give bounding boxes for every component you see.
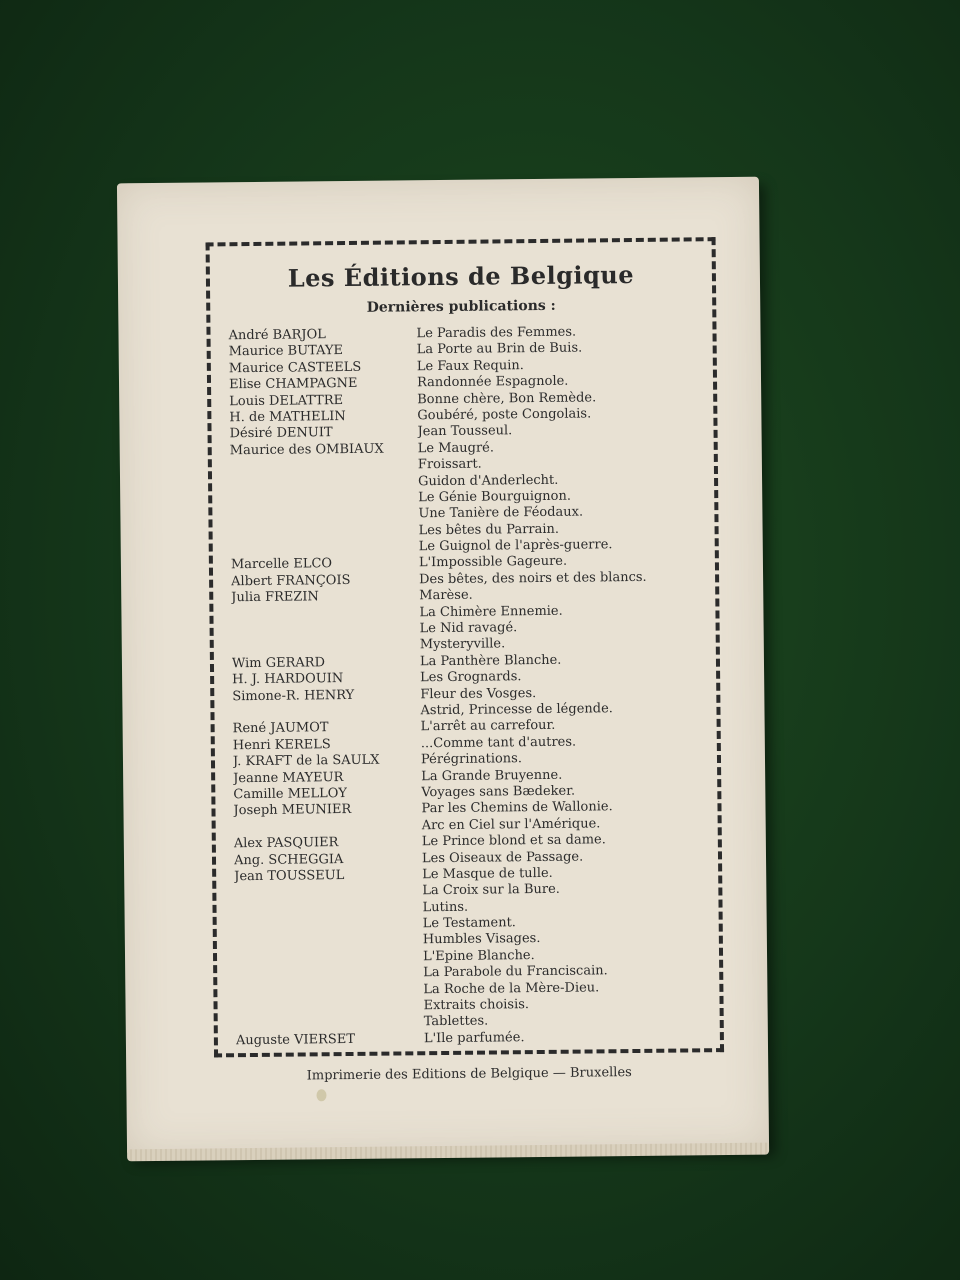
- author-name: [235, 933, 423, 951]
- work-title: Guidon d'Anderlecht.: [417, 472, 559, 489]
- author-name: [230, 490, 418, 508]
- work-title: ...Comme tant d'autres.: [420, 734, 577, 752]
- author-name: Joseph MEUNIER: [233, 802, 352, 819]
- work-title: Les bêtes du Parrain.: [418, 521, 560, 538]
- work-title: Des bêtes, des noirs et des blancs.: [419, 569, 647, 588]
- work-title: Arc en Ciel sur l'Amérique.: [421, 816, 601, 833]
- work-title: Le Masque de tulle.: [422, 865, 553, 883]
- work-title: Le Maugré.: [417, 440, 495, 456]
- author-name: Simone-R. HENRY: [232, 687, 355, 704]
- author-name: [231, 605, 419, 623]
- work-title: La Panthère Blanche.: [419, 652, 562, 670]
- page-edges: [127, 1143, 769, 1162]
- work-title: Les Grognards.: [420, 669, 522, 686]
- author-name: André BARJOL: [228, 327, 326, 344]
- work-title: Le Testament.: [422, 915, 516, 932]
- author-name: Marcelle ELCO: [230, 556, 333, 573]
- section-subtitle: Dernières publications :: [366, 297, 556, 316]
- author-name: [231, 539, 419, 557]
- author-name: [235, 949, 423, 967]
- author-name: Jeanne MAYEUR: [233, 769, 344, 786]
- author-name: H. de MATHELIN: [229, 408, 346, 426]
- work-title: L'arrêt au carrefour.: [420, 718, 556, 735]
- author-name: [236, 1015, 424, 1033]
- work-title: Lutins.: [422, 899, 469, 915]
- work-title: Les Oiseaux de Passage.: [421, 849, 584, 866]
- author-name: H. J. HARDOUIN: [232, 671, 344, 688]
- work-title: La Parabole du Franciscain.: [423, 963, 608, 981]
- author-name: [235, 916, 423, 934]
- work-title: Pérégrinations.: [420, 751, 523, 768]
- work-title: Le Prince blond et sa dame.: [421, 832, 606, 850]
- publication-list: [228, 323, 716, 1049]
- work-title: La Porte au Brin de Buis.: [416, 340, 583, 358]
- work-title: Le Génie Bourguignon.: [418, 488, 572, 506]
- work-title: Humbles Visages.: [422, 931, 541, 948]
- author-name: [235, 998, 423, 1016]
- author-name: [235, 982, 423, 1000]
- author-name: [234, 900, 422, 918]
- work-title: Randonnée Espagnole.: [416, 373, 569, 391]
- author-name: Maurice CASTEELS: [228, 359, 362, 377]
- author-name: [230, 457, 418, 475]
- author-name: Auguste VIERSET: [235, 1031, 356, 1048]
- work-title: La Chimère Ennemie.: [419, 603, 563, 620]
- author-name: [232, 703, 420, 721]
- author-name: [231, 523, 419, 541]
- work-title: Le Paradis des Femmes.: [416, 324, 577, 342]
- author-name: [234, 884, 422, 902]
- author-name: [230, 507, 418, 525]
- author-name: Henri KERELS: [232, 736, 331, 753]
- work-title: Astrid, Princesse de légende.: [420, 701, 613, 719]
- work-title: La Croix sur la Bure.: [422, 882, 560, 899]
- author-name: [235, 965, 423, 983]
- work-title: Tablettes.: [423, 1013, 489, 1030]
- work-title: La Roche de la Mère-Dieu.: [423, 980, 600, 997]
- author-name: Albert FRANÇOIS: [231, 572, 351, 590]
- work-title: Le Guignol de l'après-guerre.: [418, 537, 613, 555]
- work-title: Fleur des Vosges.: [420, 685, 537, 702]
- work-title: Une Tanière de Féodaux.: [418, 504, 584, 522]
- author-name: Jean TOUSSEUL: [234, 867, 345, 885]
- dashed-frame: [206, 237, 725, 1057]
- work-title: Marèse.: [419, 587, 473, 604]
- author-name: Camille MELLOY: [233, 785, 348, 803]
- author-name: Désiré DENUIT: [229, 425, 333, 442]
- author-name: [230, 474, 418, 492]
- author-name: Wim GERARD: [231, 655, 326, 672]
- work-title: Extraits choisis.: [423, 997, 530, 1014]
- book-back-cover: [117, 177, 769, 1156]
- work-title: Bonne chère, Bon Remède.: [417, 389, 597, 407]
- author-name: Maurice BUTAYE: [228, 343, 344, 360]
- author-name: Maurice des OMBIAUX: [229, 441, 384, 458]
- author-name: [232, 621, 420, 639]
- work-title: Goubéré, poste Congolais.: [417, 406, 592, 424]
- printer-imprint: Imprimerie des Editions de Belgique — Bruxelles: [306, 1065, 632, 1084]
- work-title: L'Ile parfumée.: [423, 1029, 525, 1047]
- author-name: [232, 638, 420, 656]
- author-name: Julia FREZIN: [231, 589, 319, 606]
- work-title: Froissart.: [417, 456, 482, 473]
- work-title: Jean Tousseul.: [417, 423, 513, 440]
- work-title: L'Epine Blanche.: [422, 947, 535, 965]
- author-name: [234, 818, 422, 836]
- author-name: Alex PASQUIER: [233, 835, 339, 852]
- publisher-title: Les Éditions de Belgique: [287, 259, 635, 293]
- author-name: Ang. SCHEGGIA: [233, 851, 344, 868]
- author-name: J. KRAFT de la SAULX: [232, 752, 380, 770]
- author-name: René JAUMOT: [232, 720, 329, 737]
- work-title: Le Nid ravagé.: [419, 620, 518, 637]
- author-name: Elise CHAMPAGNE: [228, 376, 358, 393]
- author-name: Louis DELATTRE: [229, 392, 344, 409]
- work-title: Le Faux Requin.: [416, 357, 524, 375]
- work-title: La Grande Bruyenne.: [421, 767, 563, 784]
- work-title: Par les Chemins de Wallonie.: [421, 799, 613, 817]
- work-title: Mysteryville.: [419, 636, 506, 653]
- paper-stain: [316, 1089, 326, 1101]
- work-title: Voyages sans Bædeker.: [421, 783, 576, 801]
- work-title: L'Impossible Gageure.: [418, 554, 568, 571]
